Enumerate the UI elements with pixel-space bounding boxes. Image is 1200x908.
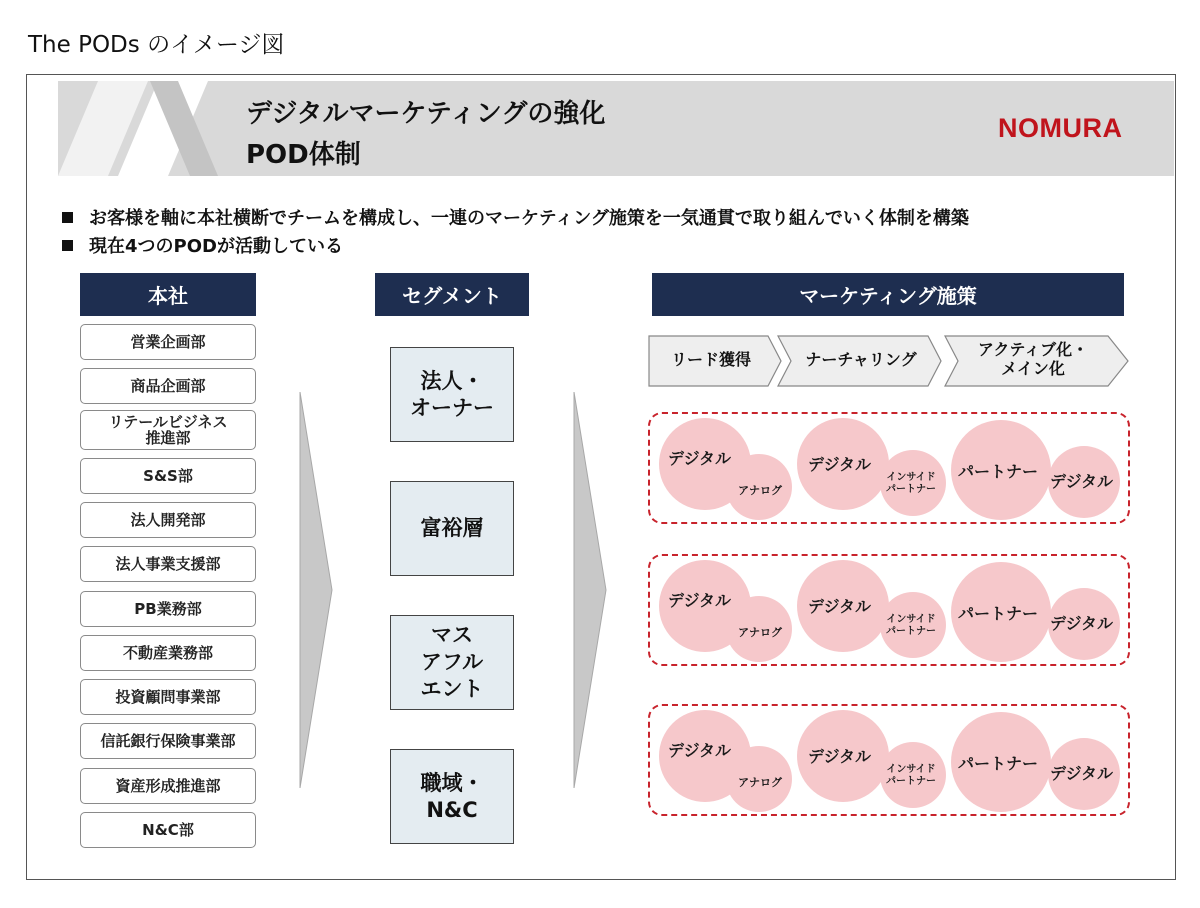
department-item: 法人事業支援部 xyxy=(80,546,256,582)
nomura-logo: NOMURA xyxy=(998,113,1123,143)
pod-label-digital: デジタル xyxy=(668,449,732,468)
department-item: PB業務部 xyxy=(80,591,256,627)
bullet-item xyxy=(62,232,343,258)
pod-label-analog: アナログ xyxy=(738,626,782,639)
department-item: 資産形成推進部 xyxy=(80,768,256,804)
pod-label-digital: デジタル xyxy=(668,591,732,610)
department-item: 法人開発部 xyxy=(80,502,256,538)
department-item: リテールビジネス 推進部 xyxy=(80,410,256,450)
column-header-honsha: 本社 xyxy=(80,273,256,316)
header-chevron-decoration xyxy=(58,81,248,176)
segment-box: マス アフル エント xyxy=(390,615,514,710)
process-step-label: アクティブ化・ メイン化 xyxy=(977,340,1089,378)
pod-label-digital: デジタル xyxy=(1050,614,1114,633)
pod-label-analog: アナログ xyxy=(738,484,782,497)
department-item: S&S部 xyxy=(80,458,256,494)
figure-caption: The PODs のイメージ図 xyxy=(28,32,285,58)
slide-title: デジタルマーケティングの強化 xyxy=(246,99,606,129)
pod-label-inside-partner: インサイド パートナー xyxy=(886,472,936,495)
segment-box: 法人・ オーナー xyxy=(390,347,514,442)
pod-label-inside-partner: インサイド パートナー xyxy=(886,614,936,637)
pod-label-partner: パートナー xyxy=(958,462,1039,481)
pod-label-digital: デジタル xyxy=(1050,764,1114,783)
pod-label-digital: デジタル xyxy=(1050,472,1114,491)
pod-label-digital: デジタル xyxy=(668,741,732,760)
pod-label-partner: パートナー xyxy=(958,754,1039,773)
column-header-segment: セグメント xyxy=(375,273,529,316)
bullet-item xyxy=(62,204,969,230)
department-item: 不動産業務部 xyxy=(80,635,256,671)
bullet-text: 現在4つのPODが活動している xyxy=(89,236,343,257)
department-item: 商品企画部 xyxy=(80,368,256,404)
pod-label-partner: パートナー xyxy=(958,604,1039,623)
department-item: 投資顧問事業部 xyxy=(80,679,256,715)
pod-label-digital: デジタル xyxy=(808,455,872,474)
department-item: N&C部 xyxy=(80,812,256,848)
column-header-marketing: マーケティング施策 xyxy=(652,273,1124,316)
bullet-square-icon xyxy=(62,240,73,251)
pod-label-digital: デジタル xyxy=(808,597,872,616)
segment-box: 富裕層 xyxy=(390,481,514,576)
flow-arrow-icon xyxy=(298,392,334,788)
flow-arrow-icon xyxy=(572,392,608,788)
department-item: 信託銀行保険事業部 xyxy=(80,723,256,759)
process-step-label: リード獲得 xyxy=(670,350,751,369)
pod-label-digital: デジタル xyxy=(808,747,872,766)
bullet-text: お客様を軸に本社横断でチームを構成し、一連のマーケティング施策を一気通貫で取り組んでいく体制を構築 xyxy=(89,208,969,229)
process-step-label: ナーチャリング xyxy=(805,350,917,369)
pod-label-analog: アナログ xyxy=(738,776,782,789)
department-item: 営業企画部 xyxy=(80,324,256,360)
bullet-square-icon xyxy=(62,212,73,223)
segment-box: 職域・ N&C xyxy=(390,749,514,844)
pod-label-inside-partner: インサイド パートナー xyxy=(886,764,936,787)
slide-subtitle: POD体制 xyxy=(246,140,361,170)
